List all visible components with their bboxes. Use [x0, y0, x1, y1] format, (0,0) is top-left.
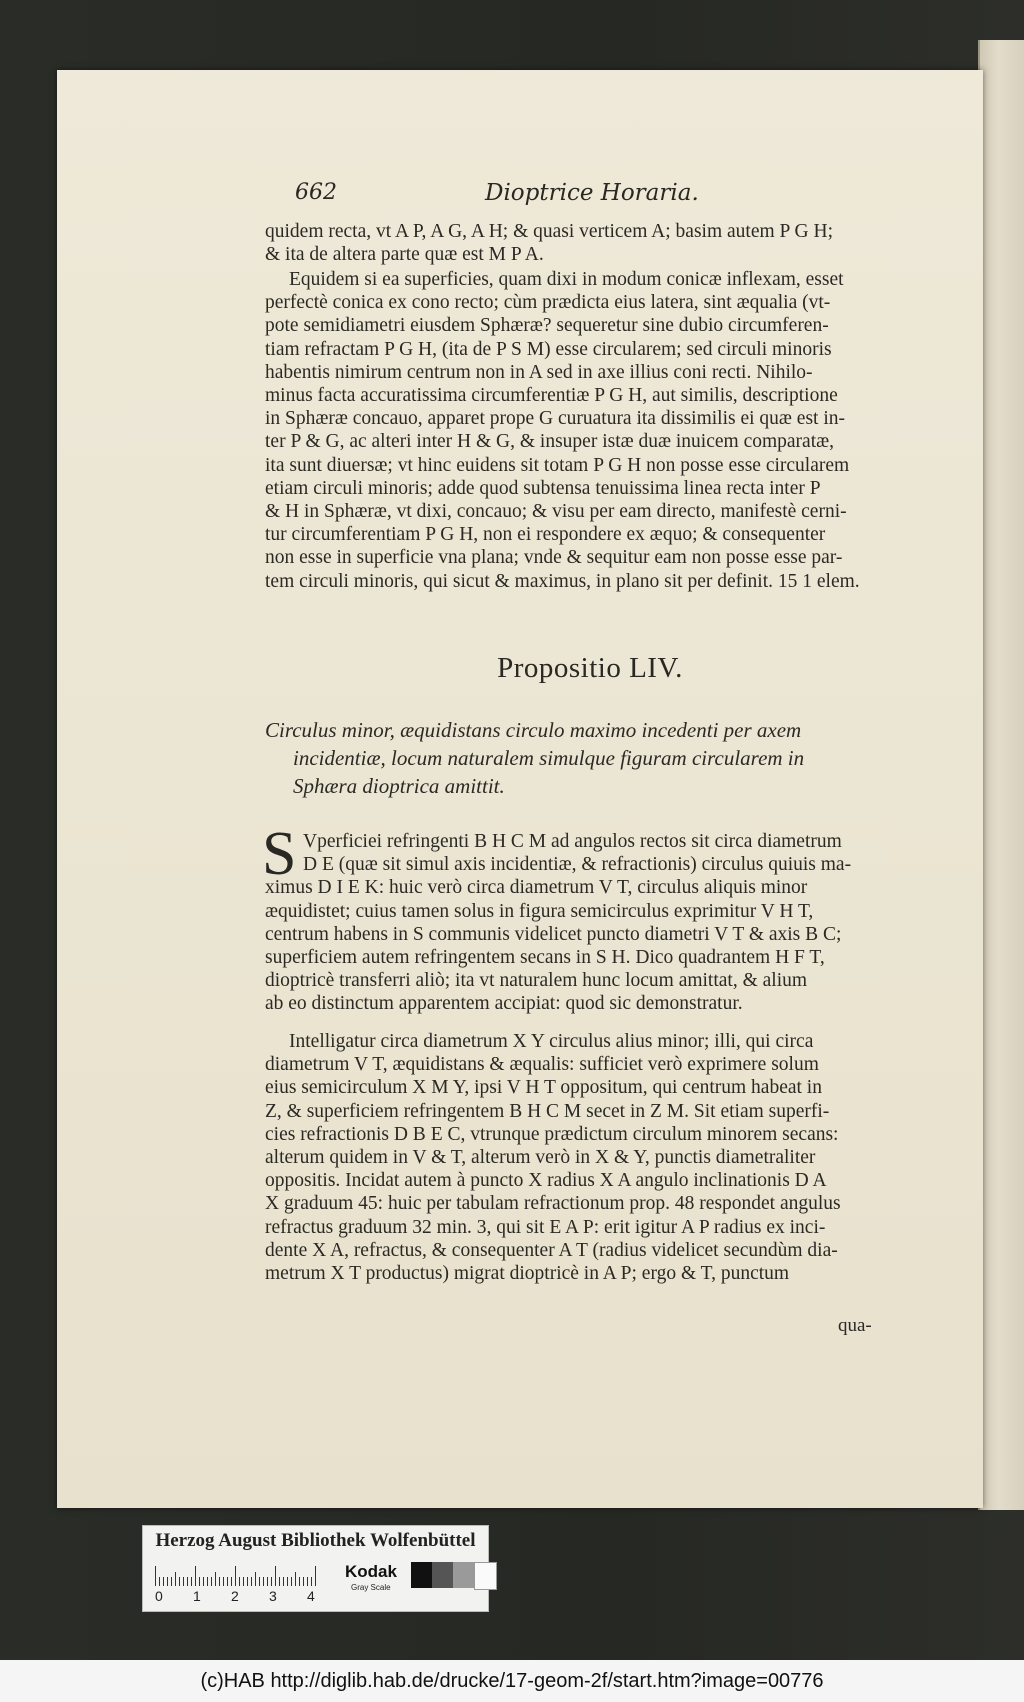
ruler-tick [311, 1577, 312, 1586]
ruler-tick [231, 1577, 232, 1586]
paragraph-equidem [265, 268, 915, 593]
ruler-number: 2 [231, 1588, 239, 1604]
text-line: quidem recta, vt A P, A G, A H; & quasi verticem A; basim autem P G H; [265, 221, 833, 242]
text-line: refractus graduum 32 min. 3, qui sit E A P: erit igitur A P radius ex inci- [265, 1216, 826, 1238]
ruler-tick [219, 1577, 220, 1586]
ruler-tick [195, 1566, 196, 1586]
text-line: alterum quidem in V & T, alterum verò in X & Y, punctis diametraliter [265, 1147, 816, 1169]
ruler-tick [227, 1577, 228, 1586]
gray-swatch [411, 1562, 432, 1588]
page-header [295, 180, 725, 216]
ruler-tick [251, 1577, 252, 1586]
text-line: perfectè conica ex cono recto; cùm prædicta eius latera, sint æqualia (vt- [265, 292, 831, 314]
image-source-footer: (c)HAB http://diglib.hab.de/drucke/17-geom-2f/start.htm?image=00776 [0, 1660, 1024, 1702]
ruler-tick [235, 1566, 236, 1586]
ruler-number: 1 [193, 1588, 201, 1604]
text-line: tiam refractam P G H, (ita de P S M) esse circularem; sed circuli minoris [265, 338, 832, 360]
text-line: in Sphæræ concauo, apparet prope G curuatura ita dissimilis ei quæ est in- [265, 408, 846, 430]
text-line: diametrum V T, æquidistans & æqualis: sufficiet verò exprimere solum [265, 1054, 819, 1076]
text-line: & H in Sphæræ, vt dixi, concauo; & visu per eam directo, manifestè cerni- [265, 501, 847, 523]
adjacent-page-edge [978, 40, 1024, 1510]
ruler-tick [271, 1577, 272, 1586]
text-line: ter P & G, ac alteri inter H & G, & insuper istæ duæ inuicem comparatæ, [265, 431, 834, 453]
ruler-tick [303, 1577, 304, 1586]
ruler-tick [275, 1566, 276, 1586]
text-line: D E (quæ sit simul axis incidentiæ, & refractionis) circulus quiuis ma- [303, 854, 852, 876]
enunciation-line: incidentiæ, locum naturalem simulque figuram circularem in [293, 746, 805, 770]
text-line: tem circuli minoris, qui sicut & maximus, in plano sit per definit. 15 1 elem. [265, 570, 860, 592]
ruler-tick [199, 1577, 200, 1586]
enunciation-line: Sphæra dioptrica amittit. [293, 774, 505, 798]
text-line: non esse in superficie vna plana; vnde & sequitur eam non posse esse par- [265, 547, 843, 569]
ruler-tick [243, 1577, 244, 1586]
text-line: Equidem si ea superficies, quam dixi in modum conicæ inflexam, esset [289, 269, 844, 290]
ruler-tick [223, 1577, 224, 1586]
text-line: pote semidiametri eiusdem Sphæræ? sequeretur sine dubio circumferen- [265, 315, 829, 337]
gray-scale-label: Gray Scale [351, 1583, 391, 1592]
text-line: ita sunt diuersæ; vt hinc euidens sit totam P G H non posse esse circularem [265, 454, 850, 476]
text-line: æquidistet; cuius tamen solus in figura semicirculus exprimitur V H T, [265, 900, 814, 922]
library-name: Herzog August Bibliothek Wolfenbüttel [155, 1530, 476, 1551]
gray-swatch [432, 1562, 453, 1588]
text-line: superficiem autem refringentem secans in S H. Dico quadrantem H F T, [265, 947, 825, 969]
text-line: Intelligatur circa diametrum X Y circulus alius minor; illi, qui circa [289, 1031, 814, 1052]
ruler-tick [287, 1577, 288, 1586]
kodak-logo: Kodak [345, 1562, 397, 1581]
text-line: cies refractionis D B E C, vtrunque prædictum circulum minorem secans: [265, 1123, 839, 1145]
text-line: metrum X T productus) migrat dioptricè in A P; ergo & T, punctum [265, 1263, 790, 1285]
ruler-tick [207, 1577, 208, 1586]
ruler-tick [215, 1572, 216, 1586]
paragraph-intelligatur [265, 1030, 915, 1285]
ruler-tick [315, 1566, 316, 1586]
text-line: eius semicirculum X M Y, ipsi V H T oppositum, qui centrum habeat in [265, 1077, 822, 1099]
text-line: tur circumferentiam P G H, non ei respondere ex æquo; & consequenter [265, 524, 826, 546]
ruler-number: 0 [155, 1588, 163, 1604]
ruler-number: 4 [307, 1588, 315, 1604]
ruler-tick [171, 1577, 172, 1586]
enunciation-line: Circulus minor, æquidistans circulo maximo incedenti per axem [265, 718, 802, 742]
text-line: dente X A, refractus, & consequenter A T (radius videlicet secundùm dia- [265, 1239, 838, 1261]
ruler-tick [255, 1572, 256, 1586]
ruler-tick [191, 1577, 192, 1586]
text-line: dioptricè transferri aliò; ita vt naturalem hunc locum amittat, & alium [265, 970, 808, 992]
ruler-tick [291, 1577, 292, 1586]
ruler-tick [307, 1577, 308, 1586]
text-line: & ita de altera parte quæ est M P A. [265, 244, 544, 266]
text-line: ab eo distinctum apparentem accipiat: quod sic demonstratur. [265, 993, 743, 1015]
text-line: oppositis. Incidat autem à puncto X radius X A angulo inclinationis D A [265, 1170, 827, 1192]
ruler-tick [263, 1577, 264, 1586]
ruler-tick [239, 1577, 240, 1586]
ruler-tick [259, 1577, 260, 1586]
ruler-tick [163, 1577, 164, 1586]
ruler-tick [187, 1577, 188, 1586]
ruler-tick [299, 1577, 300, 1586]
text-line: Z, & superficiem refringentem B H C M secet in Z M. Sit etiam superfi- [265, 1100, 830, 1122]
ruler-tick [279, 1577, 280, 1586]
ruler-tick [155, 1566, 156, 1586]
color-calibration-card [142, 1525, 489, 1612]
gray-swatch [453, 1562, 474, 1588]
catchword: qua- [838, 1315, 872, 1336]
running-title: Dioptrice Horaria. [485, 180, 699, 206]
gray-swatch [474, 1562, 497, 1590]
ruler-tick [247, 1577, 248, 1586]
paragraph-superficiei [265, 830, 915, 1016]
text-line: X graduum 45: huic per tabulam refractionum prop. 48 respondet angulus [265, 1193, 841, 1215]
text-line: centrum habens in S communis videlicet puncto diametri V T & axis B C; [265, 923, 842, 945]
ruler-tick [183, 1577, 184, 1586]
text-line: minus facta accuratissima circumferentiæ P G H, aut similis, descriptione [265, 385, 838, 407]
ruler-tick [167, 1577, 168, 1586]
ruler-tick [295, 1572, 296, 1586]
ruler-number: 3 [269, 1588, 277, 1604]
ruler-tick [283, 1577, 284, 1586]
text-line: ximus D I E K: huic verò circa diametrum V T, circulus aliquis minor [265, 877, 808, 899]
ruler-tick [211, 1577, 212, 1586]
ruler-tick [203, 1577, 204, 1586]
ruler-tick [159, 1577, 160, 1586]
drop-cap-initial: S [262, 820, 297, 888]
page-number: 662 [295, 180, 337, 205]
text-line: etiam circuli minoris; adde quod subtensa tenuissima linea recta inter P [265, 477, 821, 499]
proposition-title: Propositio LIV. [497, 652, 683, 684]
text-line: Vperficiei refringenti B H C M ad angulos rectos sit circa diametrum [303, 831, 842, 852]
proposition-enunciation [265, 716, 915, 800]
ruler-tick [179, 1577, 180, 1586]
ruler-tick [175, 1572, 176, 1586]
text-line: habentis nimirum centrum non in A sed in axe illius coni recti. Nihilo- [265, 361, 813, 383]
paragraph-continuation [265, 220, 915, 266]
ruler-tick [267, 1577, 268, 1586]
